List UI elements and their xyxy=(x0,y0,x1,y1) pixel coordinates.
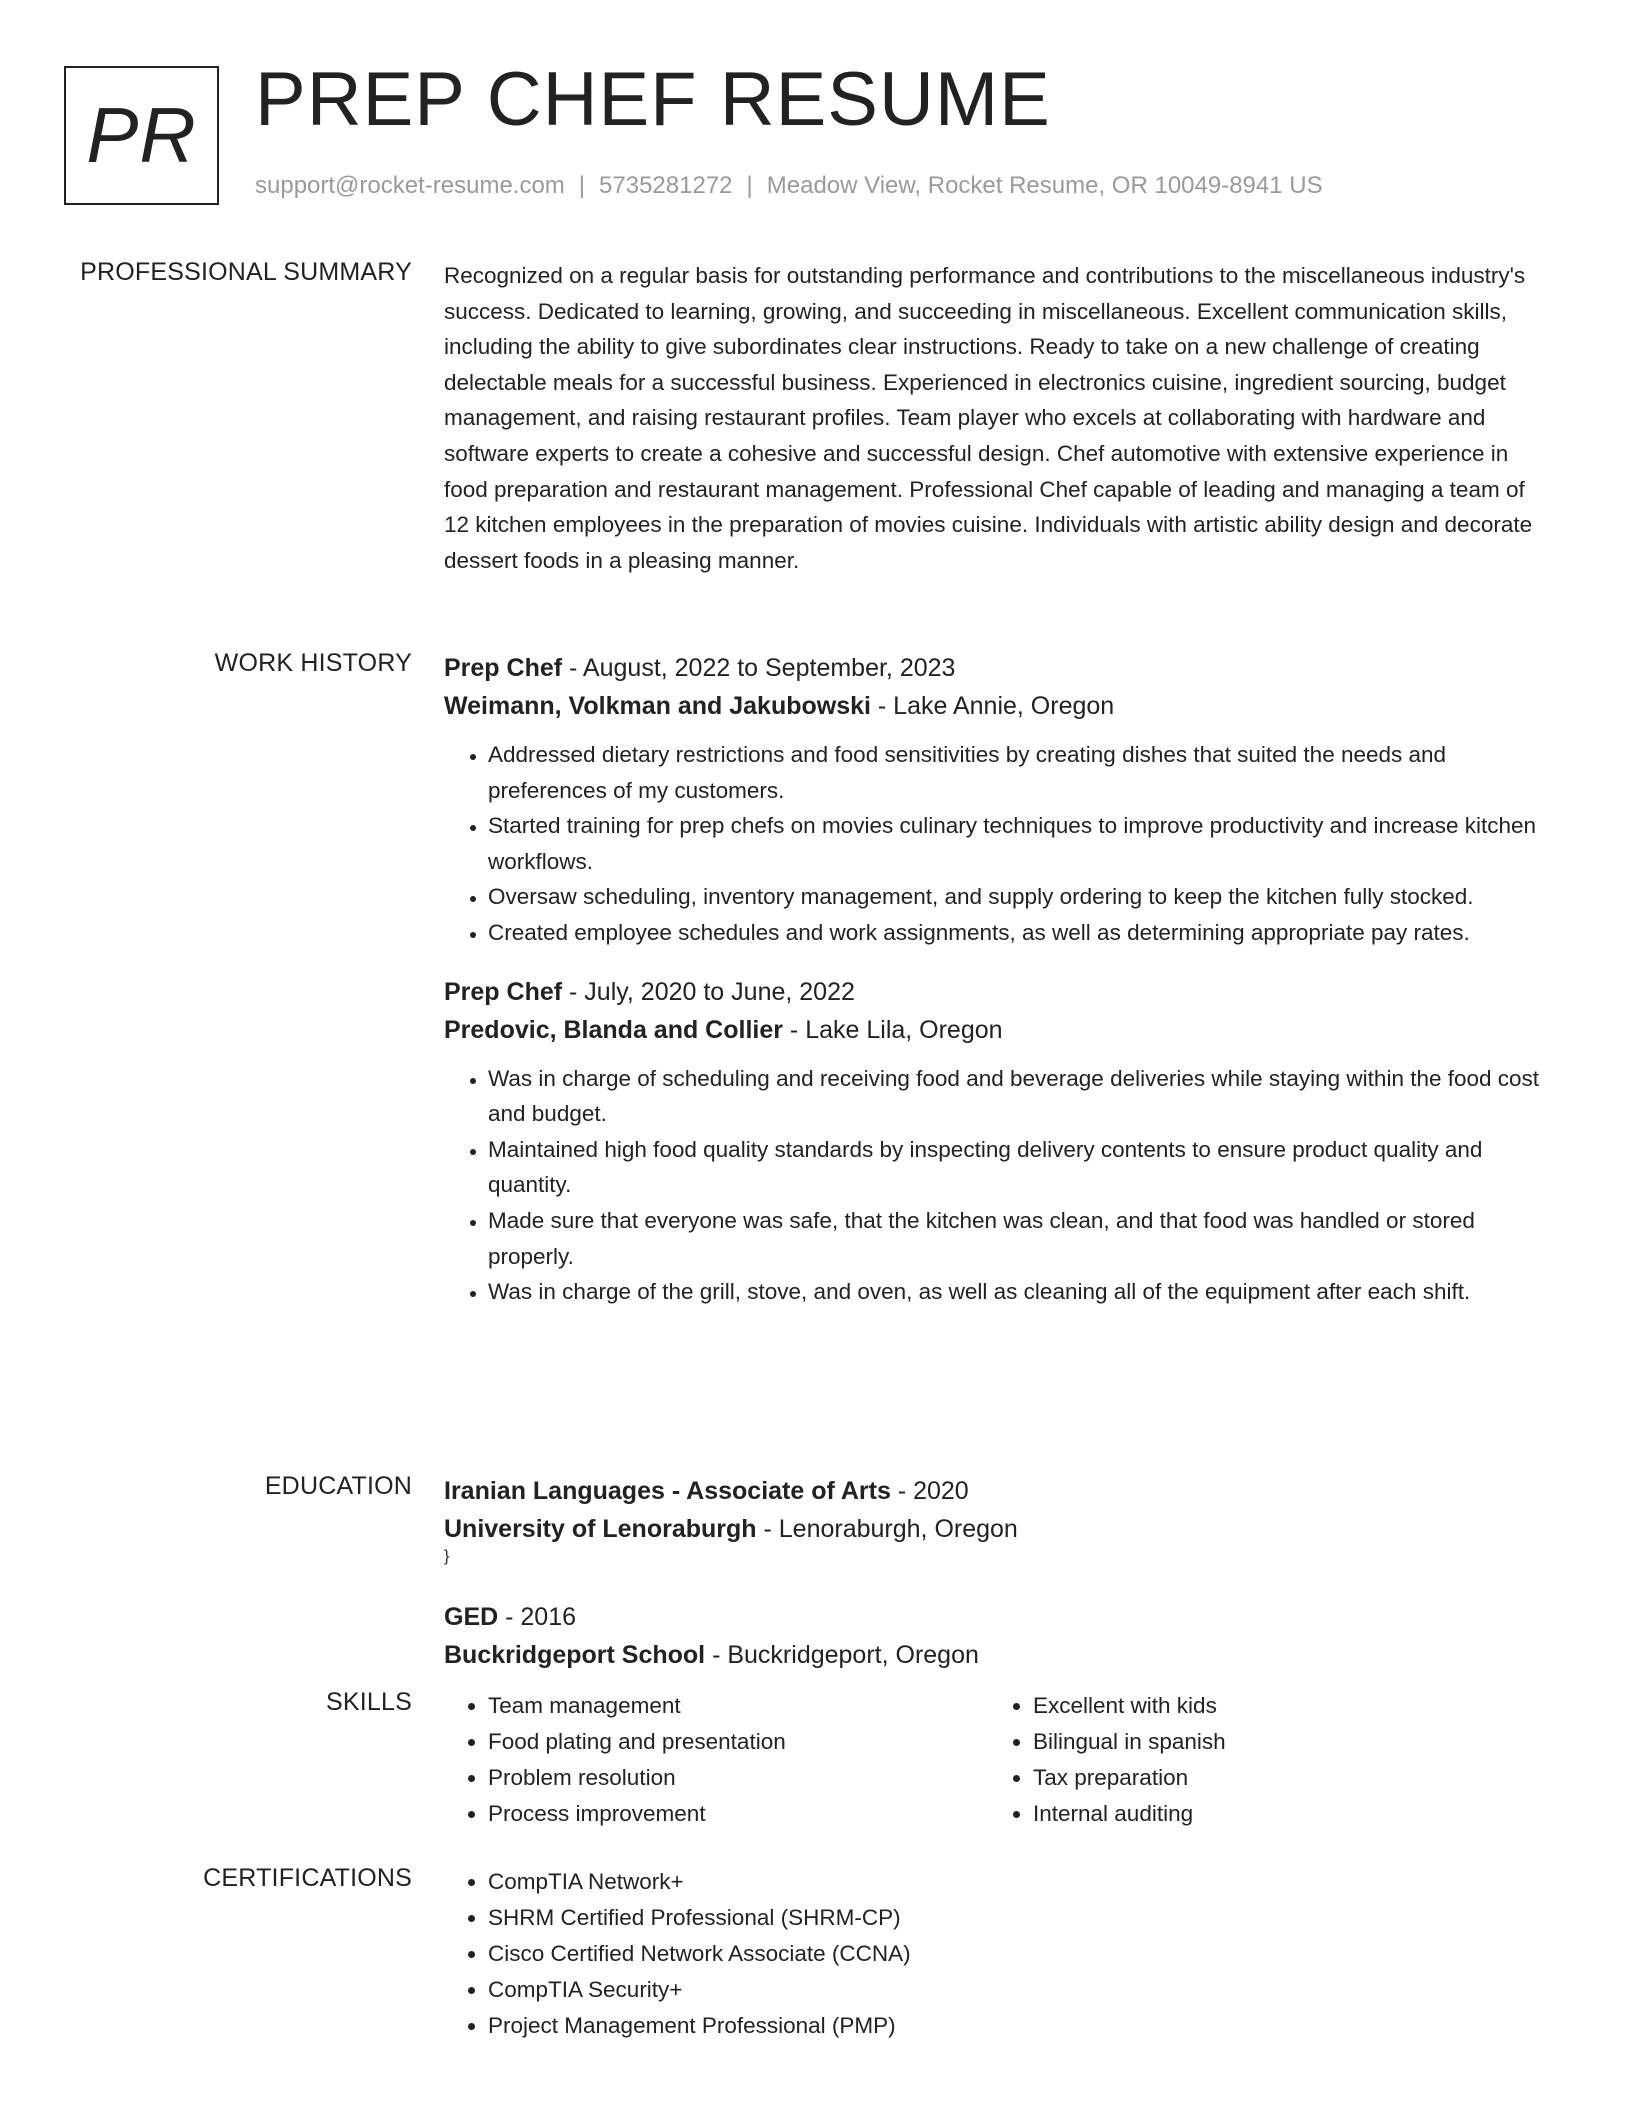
contact-email[interactable]: support@rocket-resume.com xyxy=(255,172,565,199)
education-school: Buckridgeport School xyxy=(444,1641,706,1669)
summary-label: PROFESSIONAL SUMMARY xyxy=(80,258,412,286)
job-duty: • Created employee schedules and work assignments, as well as determining appropriate pay rates. xyxy=(488,915,1549,951)
skill-item: • Bilingual in spanish xyxy=(1033,1724,1534,1760)
education-location: - Buckridgeport, Oregon xyxy=(705,1641,979,1669)
education-school-line xyxy=(444,1510,1549,1548)
job-duty: • Started training for prep chefs on movies culinary techniques to improve productivity and increase kitchen workflows. xyxy=(488,808,1549,879)
job-company: Weimann, Volkman and Jakubowski xyxy=(444,692,871,720)
job-duties-list xyxy=(444,737,1549,951)
education-degree-line xyxy=(444,1472,1549,1510)
skill-item: • Problem resolution xyxy=(488,1760,989,1796)
job-company: Predovic, Blanda and Collier xyxy=(444,1015,783,1044)
job-location: - Lake Lila, Oregon xyxy=(782,1015,1003,1044)
education-label: EDUCATION xyxy=(264,1472,412,1500)
resume-title: PREP CHEF RESUME xyxy=(255,57,1051,142)
contact-phone[interactable]: 5735281272 xyxy=(599,172,733,199)
job-title: Prep Chef xyxy=(444,654,563,682)
skill-item: • Internal auditing xyxy=(1033,1796,1534,1832)
job-duty: • Maintained high food quality standards by inspecting delivery contents to ensure product quality and quantity. xyxy=(488,1132,1549,1203)
certification-item: • Cisco Certified Network Associate (CCNA) xyxy=(488,1936,1549,1972)
work-history-label: WORK HISTORY xyxy=(214,649,412,677)
monogram-initials: PR xyxy=(86,91,197,179)
education-degree-line xyxy=(444,1598,1549,1636)
education-school-line xyxy=(444,1636,1549,1674)
skill-item: • Tax preparation xyxy=(1033,1760,1534,1796)
contact-separator: | xyxy=(578,172,586,199)
summary-text: Recognized on a regular basis for outstanding performance and contributions to the miscellaneous industry's success. Dedicated to learning, growing, and succeeding in miscellaneous. Excellent communication skills, including the ability to give subordinates clear instructions. Ready to take on a new challenge of creating delectable meals for a successful business. Experienced in electronics cuisine, ingredient sourcing, budget management, and raising restaurant profiles. Team player who excels at collaborating with hardware and software experts to create a cohesive and successful design. Chef automotive with extensive experience in food preparation and restaurant management. Professional Chef capable of leading and managing a team of 12 kitchen employees in the preparation of movies cuisine. Individuals with artistic ability design and decorate dessert foods in a pleasing manner. xyxy=(444,263,1533,573)
monogram-box xyxy=(64,66,219,205)
skills-list-left xyxy=(444,1688,989,1832)
contact-line xyxy=(255,172,1323,200)
skill-item: • Excellent with kids xyxy=(1033,1688,1534,1724)
education-degree: Iranian Languages - Associate of Arts xyxy=(444,1477,891,1505)
job-company-line xyxy=(444,687,1549,725)
job-title: Prep Chef xyxy=(444,977,563,1006)
certifications-list xyxy=(444,1864,1549,2044)
education-year: - 2016 xyxy=(498,1603,577,1631)
certification-item: • CompTIA Security+ xyxy=(488,1972,1549,2008)
job-duty: • Oversaw scheduling, inventory management, and supply ordering to keep the kitchen fully stocked. xyxy=(488,879,1549,915)
certification-item: • SHRM Certified Professional (SHRM-CP) xyxy=(488,1900,1549,1936)
job-dates: - August, 2022 to September, 2023 xyxy=(562,654,956,682)
skills-list-right xyxy=(989,1688,1534,1832)
contact-address: Meadow View, Rocket Resume, OR 10049-8941 US xyxy=(766,172,1323,199)
certification-item: • CompTIA Network+ xyxy=(488,1864,1549,1900)
job-title-line xyxy=(444,973,1549,1011)
job-duty: • Was in charge of the grill, stove, and oven, as well as cleaning all of the equipment after each shift. xyxy=(488,1274,1549,1310)
job-duties-list xyxy=(444,1061,1549,1310)
job-duty: • Was in charge of scheduling and receiving food and beverage deliveries while staying within the food cost and budget. xyxy=(488,1061,1549,1132)
education-location: - Lenoraburgh, Oregon xyxy=(756,1515,1018,1543)
education-year: - 2020 xyxy=(890,1477,969,1505)
contact-separator: | xyxy=(746,172,753,199)
education-degree: GED xyxy=(444,1603,499,1631)
job-duty: • Addressed dietary restrictions and food sensitivities by creating dishes that suited the needs and preferences of my customers. xyxy=(488,737,1549,808)
job-entry xyxy=(444,973,1549,1310)
certification-item: • Project Management Professional (PMP) xyxy=(488,2008,1549,2044)
education-school: University of Lenoraburgh xyxy=(444,1515,757,1543)
skills-grid xyxy=(444,1688,1549,1832)
job-duty: • Made sure that everyone was safe, that the kitchen was clean, and that food was handled or stored properly. xyxy=(488,1203,1549,1274)
skill-item: • Food plating and presentation xyxy=(488,1724,989,1760)
skills-label: SKILLS xyxy=(326,1688,412,1716)
job-dates: - July, 2020 to June, 2022 xyxy=(562,977,855,1006)
education-entry: Iranian Languages - Associate of Arts - 2020 University of Lenoraburgh - Lenoraburgh, Oregon } xyxy=(444,1472,1549,1566)
skill-item: • Process improvement xyxy=(488,1796,989,1832)
job-entry xyxy=(444,649,1549,951)
job-company-line xyxy=(444,1011,1549,1049)
job-title-line xyxy=(444,649,1549,687)
certifications-label: CERTIFICATIONS xyxy=(203,1864,412,1892)
job-location: - Lake Annie, Oregon xyxy=(870,692,1115,720)
education-entry xyxy=(444,1598,1549,1674)
skill-item: • Team management xyxy=(488,1688,989,1724)
